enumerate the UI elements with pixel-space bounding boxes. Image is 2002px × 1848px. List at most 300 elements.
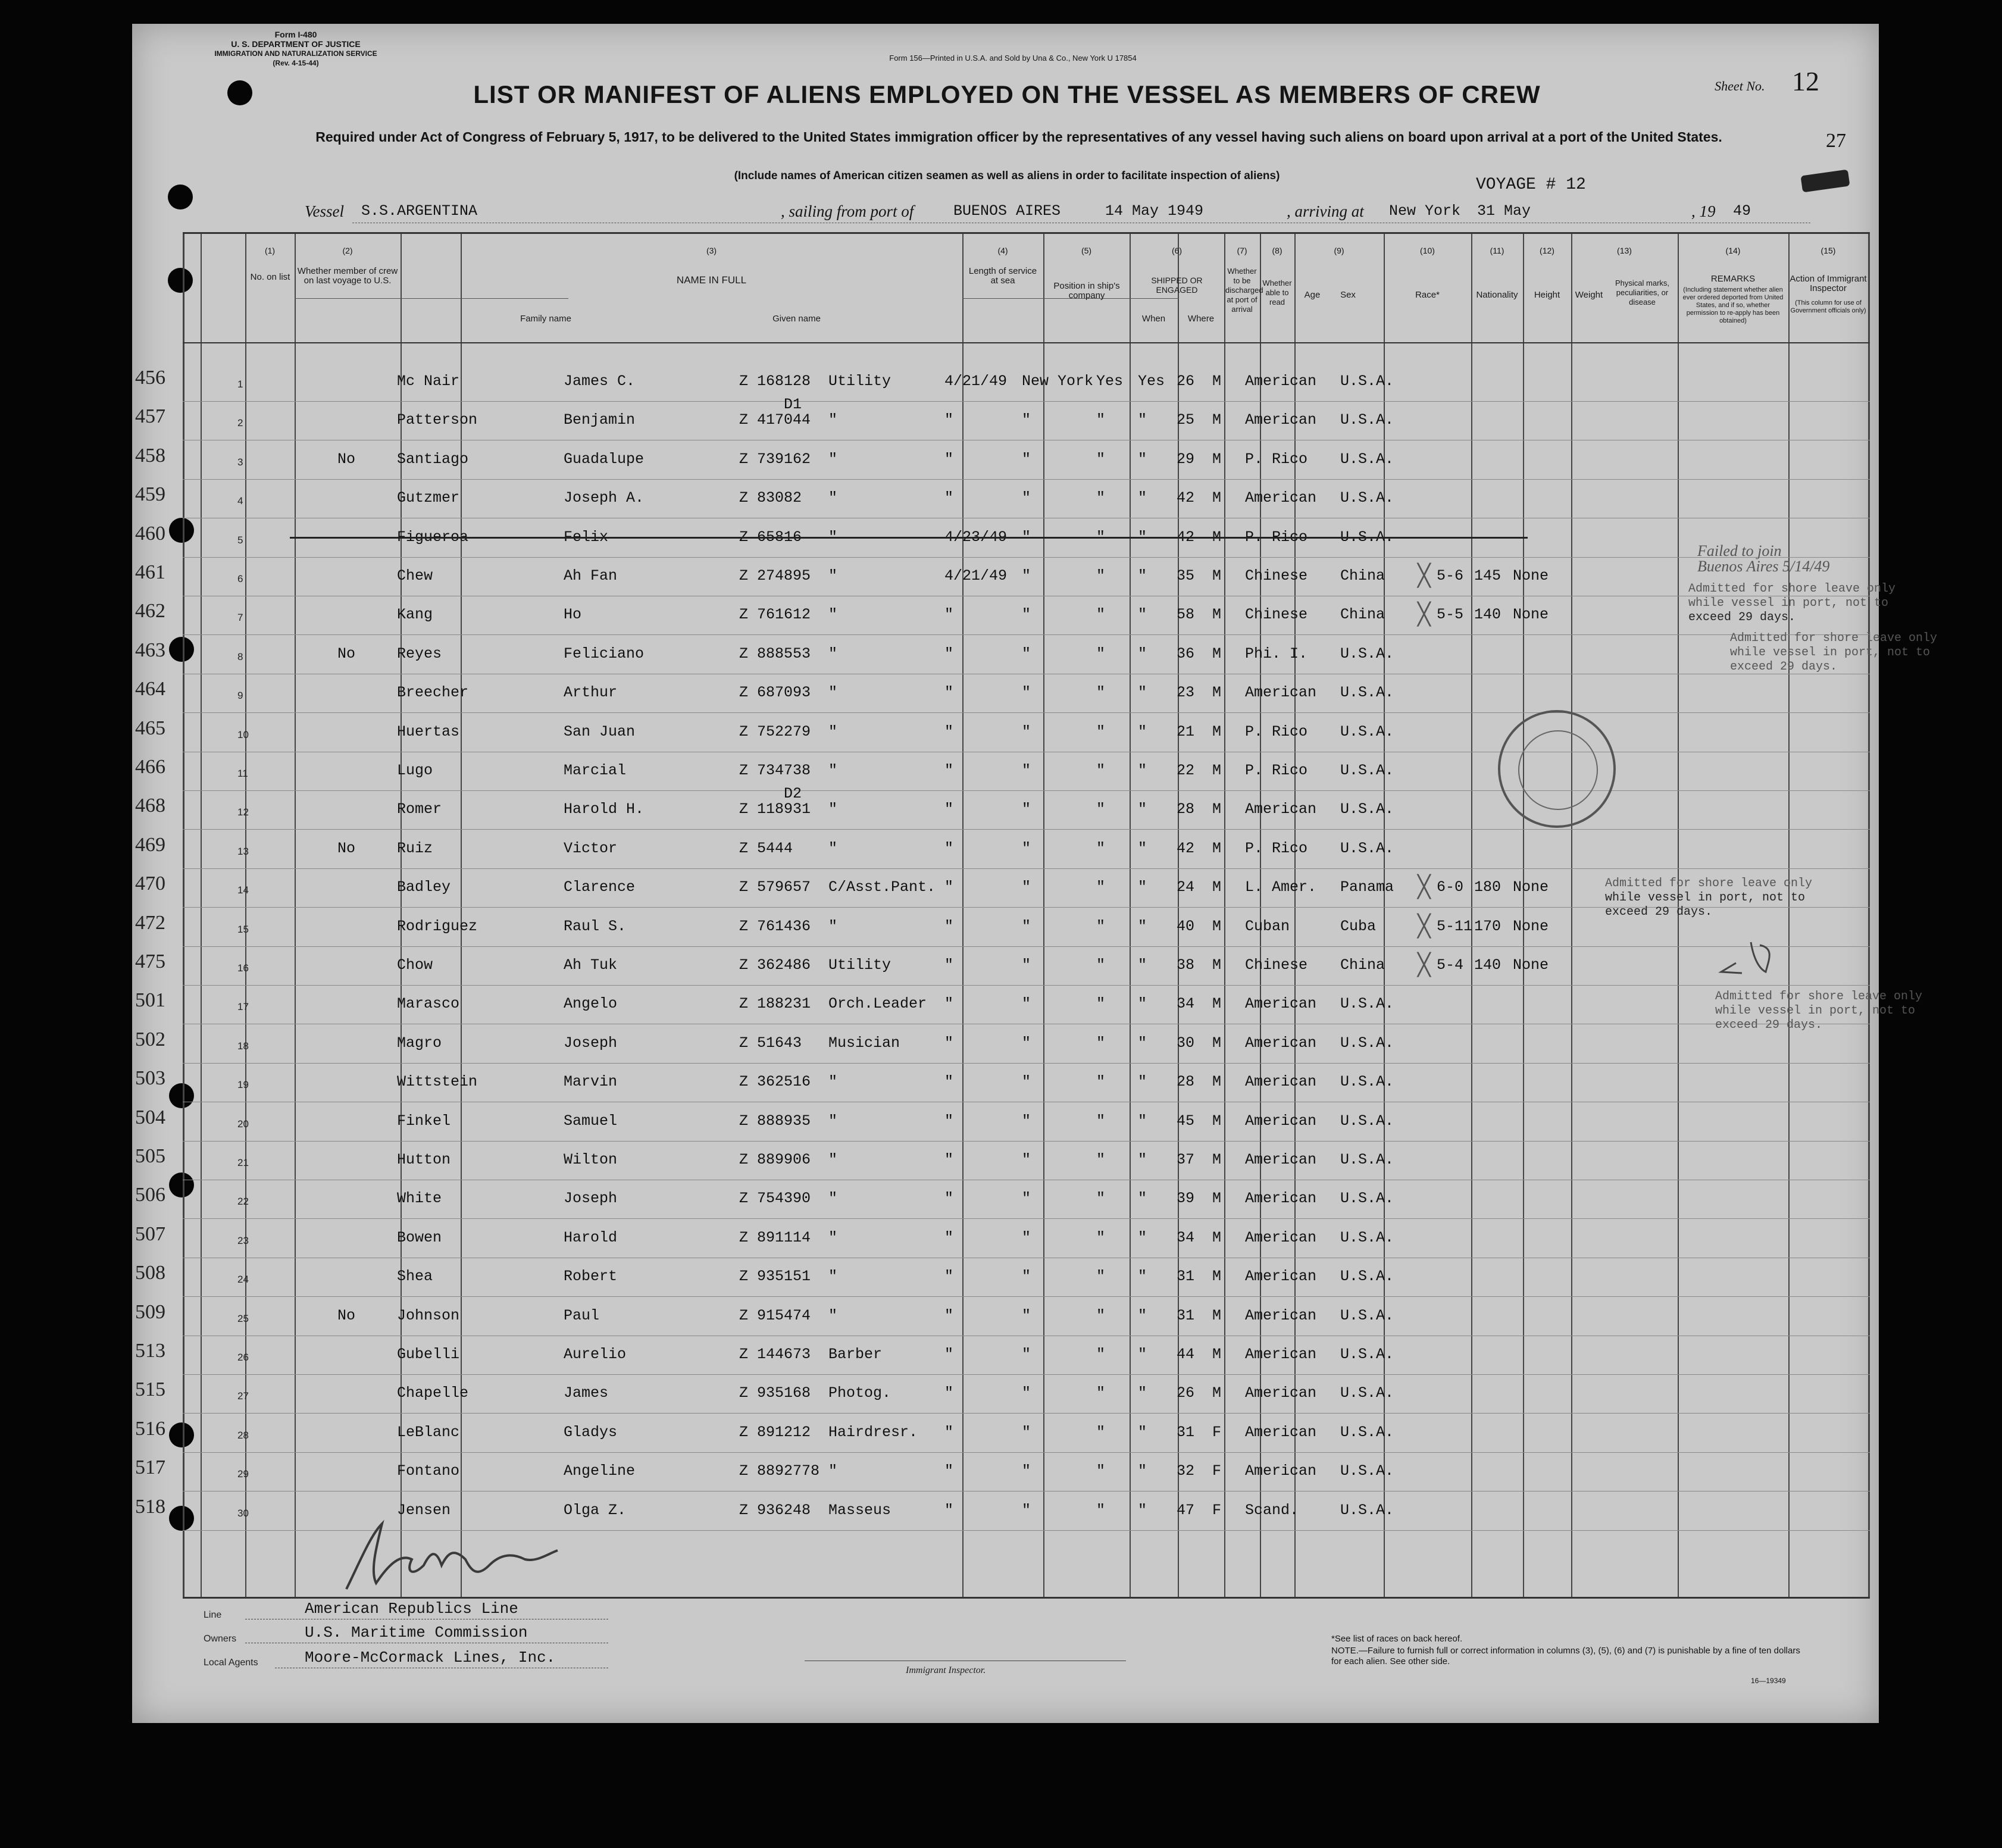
family-name-cell: Jensen [397, 1501, 451, 1519]
family-name-cell: Kang [397, 606, 433, 624]
sex-cell: M [1212, 1306, 1222, 1324]
row-number: 13 [237, 845, 249, 857]
age-cell: 34 [1177, 995, 1195, 1013]
shipped-where-cell: " [1022, 1034, 1031, 1052]
position-cell: " [828, 801, 838, 818]
shipped-when-cell: " [944, 411, 954, 429]
inspector-label: Immigrant Inspector. [906, 1665, 986, 1675]
height-cell: 6-0 [1437, 878, 1464, 896]
shipped-when-cell: " [944, 1268, 954, 1286]
service-note: D1 [784, 396, 802, 414]
position-cell: " [828, 684, 838, 702]
shipped-where-cell: " [1022, 1073, 1031, 1091]
able-read-cell: " [1138, 450, 1147, 468]
family-name-cell: Mc Nair [397, 373, 460, 390]
position-cell: " [828, 606, 838, 624]
row-number: 26 [237, 1352, 249, 1363]
weight-cell: 140 [1474, 956, 1502, 974]
family-name-cell: Finkel [397, 1112, 451, 1130]
age-cell: 42 [1177, 489, 1195, 507]
sex-cell: M [1212, 1073, 1222, 1091]
shipped-when-cell: " [944, 1306, 954, 1324]
discharged-cell: " [1096, 1346, 1106, 1363]
row-number: 14 [237, 884, 249, 896]
line-number: 468 [135, 795, 165, 817]
manifest-page [132, 24, 1938, 1723]
remark-line: Admitted for shore leave only [1730, 631, 1938, 645]
race-cell: P. Rico [1245, 450, 1308, 468]
race-cell: Cuban [1245, 917, 1290, 935]
shipped-when-cell: " [944, 1034, 954, 1052]
service-cell: Z 754390 [739, 1190, 811, 1208]
row-number: 4 [237, 495, 243, 507]
row-number: 6 [237, 573, 243, 584]
service-cell: Z 936248 [739, 1501, 811, 1519]
service-cell: Z 51643 [739, 1034, 802, 1052]
family-name-cell: Gubelli [397, 1346, 460, 1363]
sex-cell: M [1212, 839, 1222, 857]
position-cell: Photog. [828, 1384, 891, 1402]
shipped-where-cell: " [1022, 1501, 1031, 1519]
age-cell: 39 [1177, 1190, 1195, 1208]
position-cell: " [828, 1151, 838, 1168]
nationality-cell: U.S.A. [1340, 995, 1394, 1013]
position-cell: " [828, 1306, 838, 1324]
arriving-port: New York [1389, 202, 1461, 220]
discharged-cell: " [1096, 762, 1106, 779]
col-num: (1) [264, 246, 276, 255]
family-name-cell: Patterson [397, 411, 478, 429]
nationality-cell: U.S.A. [1340, 450, 1394, 468]
height-cell: 5-4 [1437, 956, 1464, 974]
given-name-cell: Olga Z. [564, 1501, 627, 1519]
given-name-cell: Marcial [564, 762, 627, 779]
nationality-cell: U.S.A. [1340, 1228, 1394, 1246]
nationality-cell: U.S.A. [1340, 1306, 1394, 1324]
line-number: 458 [135, 444, 165, 467]
position-cell: " [828, 645, 838, 662]
row-number: 15 [237, 923, 249, 935]
family-name-cell: Figueroa [397, 528, 469, 546]
service-cell: Z 417044 [739, 411, 811, 429]
col-position: Position in ship's company [1053, 281, 1120, 301]
shipped-where-cell: " [1022, 878, 1031, 896]
shipped-when-cell: " [944, 956, 954, 974]
row-number: 22 [237, 1196, 249, 1208]
shipped-when-cell: " [944, 1346, 954, 1363]
given-name-cell: San Juan [564, 723, 636, 740]
given-name-cell: Feliciano [564, 645, 645, 662]
weight-cell: 170 [1474, 917, 1502, 935]
family-name-cell: Huertas [397, 723, 460, 740]
race-cell: American [1245, 1384, 1317, 1402]
able-read-cell: " [1138, 645, 1147, 662]
race-cell: American [1245, 1346, 1317, 1363]
able-read-cell: " [1138, 1112, 1147, 1130]
marks-cell: None [1513, 956, 1549, 974]
nationality-cell: U.S.A. [1340, 373, 1394, 390]
race-cell: American [1245, 489, 1317, 507]
family-name-cell: LeBlanc [397, 1423, 460, 1441]
age-cell: 34 [1177, 1228, 1195, 1246]
nationality-cell: U.S.A. [1340, 1112, 1394, 1130]
remark-line: while vessel in port, not to [1688, 596, 1889, 610]
shipped-when-cell: " [944, 995, 954, 1013]
line-number: 513 [135, 1340, 165, 1362]
arriving-label: , arriving at [1287, 202, 1364, 220]
weight-cell: 180 [1474, 878, 1502, 896]
position-cell: " [828, 1112, 838, 1130]
discharged-cell: " [1096, 1306, 1106, 1324]
given-name-cell: Wilton [564, 1151, 618, 1168]
family-name-cell: Reyes [397, 645, 442, 662]
race-cell: American [1245, 373, 1317, 390]
nationality-cell: U.S.A. [1340, 762, 1394, 779]
able-read-cell: " [1138, 684, 1147, 702]
service-cell: Z 65816 [739, 528, 802, 546]
family-name-cell: Magro [397, 1034, 442, 1052]
line-number: 475 [135, 950, 165, 973]
nationality-cell: Panama [1340, 878, 1394, 896]
able-read-cell: " [1138, 1384, 1147, 1402]
position-cell: Utility [828, 373, 891, 390]
line-number: 501 [135, 989, 165, 1012]
shipped-when-cell: " [944, 1112, 954, 1130]
line-number: 502 [135, 1028, 165, 1050]
nationality-cell: U.S.A. [1340, 1190, 1394, 1208]
position-cell: " [828, 528, 838, 546]
form-id-block [183, 30, 409, 68]
sex-cell: M [1212, 606, 1222, 624]
given-name-cell: Samuel [564, 1112, 618, 1130]
nationality-cell: U.S.A. [1340, 839, 1394, 857]
col-num: (7) [1237, 246, 1247, 255]
nationality-cell: U.S.A. [1340, 528, 1394, 546]
line-number: 466 [135, 756, 165, 778]
sex-cell: M [1212, 1384, 1222, 1402]
remark-line: Admitted for shore leave only [1605, 877, 1813, 890]
col-num: (10) [1420, 246, 1435, 255]
col-sex: Sex [1340, 290, 1356, 300]
race-cell: American [1245, 1151, 1317, 1168]
handwritten-remark [1697, 543, 1829, 574]
line-number: 503 [135, 1067, 165, 1090]
printer-note: Form 156—Printed in U.S.A. and Sold by Una & Co., New York U 17854 [889, 54, 1137, 62]
discharged-cell: " [1096, 1423, 1106, 1441]
punch-hole [168, 185, 193, 209]
col-weight: Weight [1575, 290, 1603, 300]
service-cell: Z 889906 [739, 1151, 811, 1168]
shipped-where-cell: " [1022, 839, 1031, 857]
check-mark-x: ╳ [1418, 604, 1431, 628]
given-name-cell: Harold [564, 1228, 618, 1246]
age-cell: 45 [1177, 1112, 1195, 1130]
row-number: 19 [237, 1079, 249, 1091]
age-cell: 21 [1177, 723, 1195, 740]
remark-line: while vessel in port, not to [1715, 1004, 1916, 1018]
age-cell: 58 [1177, 606, 1195, 624]
given-name-cell: Robert [564, 1268, 618, 1286]
row-number: 17 [237, 1001, 249, 1013]
remark-line: Admitted for shore leave only [1715, 990, 1923, 1003]
family-name-cell: Ruiz [397, 839, 433, 857]
line-number: 470 [135, 873, 165, 895]
family-name-cell: Hutton [397, 1151, 451, 1168]
age-cell: 31 [1177, 1423, 1195, 1441]
line-number: 472 [135, 911, 165, 934]
able-read-cell: " [1138, 762, 1147, 779]
col-able-read: Whether able to read [1262, 279, 1292, 307]
position-cell: " [828, 762, 838, 779]
position-cell: " [828, 1462, 838, 1480]
marks-cell: None [1513, 606, 1549, 624]
service-cell: Z 144673 [739, 1346, 811, 1363]
manifest-table [135, 232, 1938, 1599]
service-cell: Z 761612 [739, 606, 811, 624]
service-cell: Z 8892778 [739, 1462, 820, 1480]
row-number: 5 [237, 534, 243, 546]
remark-stamp [1605, 877, 1812, 920]
race-cell: Chinese [1245, 567, 1308, 584]
col-service-length: Length of service at sea [968, 266, 1037, 286]
footer-line-value: American Republics Line [305, 1600, 518, 1618]
sailing-label: , sailing from port of [781, 202, 914, 220]
race-cell: American [1245, 1268, 1317, 1286]
remark-line: while vessel in port, not to [1605, 891, 1806, 905]
consulate-seal [1498, 710, 1616, 828]
nationality-cell: U.S.A. [1340, 489, 1394, 507]
col-age: Age [1304, 290, 1321, 300]
department: U. S. DEPARTMENT OF JUSTICE [231, 39, 361, 49]
age-cell: 26 [1177, 1384, 1195, 1402]
given-name-cell: Joseph A. [564, 489, 645, 507]
year-prefix: , 19 [1691, 202, 1716, 220]
row-number: 16 [237, 962, 249, 974]
sailing-date: 14 May 1949 [1105, 202, 1204, 220]
sheet-label: Sheet No. [1715, 79, 1765, 93]
discharged-cell: " [1096, 1073, 1106, 1091]
col-nationality: Nationality [1476, 290, 1518, 300]
nationality-cell: U.S.A. [1340, 1034, 1394, 1052]
position-cell: " [828, 567, 838, 584]
line-number: 507 [135, 1222, 165, 1245]
shipped-where-cell: " [1022, 1306, 1031, 1324]
row-number: 3 [237, 456, 243, 468]
row-number: 10 [237, 728, 249, 740]
shipped-where-cell: " [1022, 1462, 1031, 1480]
discharged-cell: " [1096, 1462, 1106, 1480]
nationality-cell: Cuba [1340, 917, 1377, 935]
check-mark-x: ╳ [1418, 954, 1431, 978]
age-cell: 36 [1177, 645, 1195, 662]
shipped-when-cell: " [944, 839, 954, 857]
sex-cell: M [1212, 1112, 1222, 1130]
col-remarks: REMARKS [1710, 274, 1756, 284]
shipped-where-cell: " [1022, 411, 1031, 429]
service-cell: Z 5444 [739, 839, 793, 857]
given-name-cell: Gladys [564, 1423, 618, 1441]
given-name-cell: Joseph [564, 1190, 618, 1208]
line-number: 463 [135, 639, 165, 661]
line-number: 515 [135, 1378, 165, 1401]
shipped-when-cell: " [944, 917, 954, 935]
race-cell: American [1245, 1423, 1317, 1441]
position-cell: " [828, 839, 838, 857]
col-name-in-full: NAME IN FULL [676, 274, 747, 286]
age-cell: 47 [1177, 1501, 1195, 1519]
form-id: Form I-480 [274, 30, 317, 39]
sex-cell: M [1212, 1228, 1222, 1246]
remark-line: exceed 29 days. [1715, 1018, 1823, 1032]
shipped-when-cell: " [944, 723, 954, 740]
last-voyage-cell: No [337, 450, 356, 468]
service: IMMIGRATION AND NATURALIZATION SERVICE [214, 49, 377, 58]
remark-line: exceed 29 days. [1605, 905, 1713, 919]
nationality-cell: U.S.A. [1340, 801, 1394, 818]
nationality-cell: U.S.A. [1340, 1501, 1394, 1519]
voyage-number: VOYAGE # 12 [1476, 176, 1586, 194]
nationality-cell: China [1340, 606, 1385, 624]
service-cell: Z 935151 [739, 1268, 811, 1286]
family-name-cell: Chew [397, 567, 433, 584]
remark-line: Admitted for shore leave only [1688, 582, 1896, 596]
sex-cell: F [1212, 1501, 1222, 1519]
race-cell: P. Rico [1245, 528, 1308, 546]
age-cell: 42 [1177, 839, 1195, 857]
able-read-cell: " [1138, 1190, 1147, 1208]
discharged-cell: " [1096, 956, 1106, 974]
col-num: (8) [1272, 246, 1282, 255]
nationality-cell: China [1340, 567, 1385, 584]
service-cell: Z 274895 [739, 567, 811, 584]
family-name-cell: Shea [397, 1268, 433, 1286]
family-name-cell: Wittstein [397, 1073, 478, 1091]
service-cell: Z 915474 [739, 1306, 811, 1324]
line-number: 509 [135, 1300, 165, 1323]
row-number: 9 [237, 690, 243, 702]
given-name-cell: Ho [564, 606, 582, 624]
age-cell: 31 [1177, 1306, 1195, 1324]
sex-cell: M [1212, 1034, 1222, 1052]
shipped-where-cell: " [1022, 606, 1031, 624]
nationality-cell: U.S.A. [1340, 1268, 1394, 1286]
shipped-where-cell: New York [1022, 373, 1094, 390]
able-read-cell: " [1138, 1306, 1147, 1324]
shipped-where-cell: " [1022, 917, 1031, 935]
family-name-cell: White [397, 1190, 442, 1208]
col-num: (3) [706, 246, 717, 255]
col-num: (14) [1725, 246, 1741, 255]
nationality-cell: U.S.A. [1340, 684, 1394, 702]
discharged-cell: " [1096, 606, 1106, 624]
row-number: 2 [237, 417, 243, 429]
given-name-cell: Clarence [564, 878, 636, 896]
remark-stamp [1688, 582, 1895, 625]
position-cell: " [828, 489, 838, 507]
shipped-when-cell: " [944, 1462, 954, 1480]
able-read-cell: " [1138, 1346, 1147, 1363]
col-num: (9) [1334, 246, 1344, 255]
given-name-cell: Benjamin [564, 411, 636, 429]
footer-owners-label: Owners [204, 1634, 237, 1644]
col-num: (11) [1490, 246, 1504, 255]
able-read-cell: " [1138, 411, 1147, 429]
line-number: 465 [135, 717, 165, 739]
age-cell: 22 [1177, 762, 1195, 779]
row-number: 25 [237, 1312, 249, 1324]
service-cell: Z 891212 [739, 1423, 811, 1441]
position-cell: " [828, 1073, 838, 1091]
age-cell: 40 [1177, 917, 1195, 935]
race-cell: American [1245, 995, 1317, 1013]
given-name-cell: Victor [564, 839, 618, 857]
discharged-cell: " [1096, 1190, 1106, 1208]
discharged-cell: " [1096, 489, 1106, 507]
sailing-port: BUENOS AIRES [953, 202, 1061, 220]
given-name-cell: Arthur [564, 684, 618, 702]
line-number: 508 [135, 1262, 165, 1284]
able-read-cell: " [1138, 917, 1147, 935]
race-cell: Scand. [1245, 1501, 1299, 1519]
handwritten-failed: Failed to join [1697, 542, 1782, 559]
given-name-cell: Raul S. [564, 917, 627, 935]
nationality-cell: U.S.A. [1340, 1346, 1394, 1363]
col-shipped: SHIPPED OR ENGAGED [1151, 276, 1203, 295]
shipped-when-cell: " [944, 1073, 954, 1091]
line-number: 456 [135, 367, 165, 389]
service-cell: Z 888935 [739, 1112, 811, 1130]
shipped-when-cell: " [944, 801, 954, 818]
shipped-where-cell: " [1022, 995, 1031, 1013]
row-number: 24 [237, 1274, 249, 1286]
age-cell: 26 [1177, 373, 1195, 390]
service-cell: Z 935168 [739, 1384, 811, 1402]
sex-cell: M [1212, 373, 1222, 390]
given-name-cell: Felix [564, 528, 609, 546]
arrival-year: 49 [1733, 202, 1751, 220]
service-cell: Z 362486 [739, 956, 811, 974]
discharged-cell: " [1096, 645, 1106, 662]
able-read-cell: " [1138, 489, 1147, 507]
shipped-when-cell: " [944, 1190, 954, 1208]
family-name-cell: Rodriguez [397, 917, 478, 935]
race-cell: P. Rico [1245, 762, 1308, 779]
shipped-where-cell: " [1022, 723, 1031, 740]
age-cell: 28 [1177, 1073, 1195, 1091]
sex-cell: M [1212, 450, 1222, 468]
service-cell: Z 752279 [739, 723, 811, 740]
able-read-cell: " [1138, 956, 1147, 974]
footer-line-label: Line [204, 1610, 222, 1620]
page-corner-number: 27 [1826, 130, 1846, 152]
nationality-cell: U.S.A. [1340, 1073, 1394, 1091]
nationality-cell: China [1340, 956, 1385, 974]
able-read-cell: " [1138, 1151, 1147, 1168]
height-cell: 5-11 [1437, 917, 1473, 935]
row-number: 1 [237, 379, 243, 390]
race-cell: American [1245, 1306, 1317, 1324]
shipped-when-cell: " [944, 878, 954, 896]
discharged-cell: Yes [1096, 373, 1124, 390]
age-cell: 25 [1177, 411, 1195, 429]
col-given-name: Given name [772, 314, 821, 324]
discharged-cell: " [1096, 878, 1106, 896]
shipped-when-cell: " [944, 1228, 954, 1246]
row-number: 30 [237, 1507, 249, 1519]
sex-cell: M [1212, 956, 1222, 974]
remark-stamp [1715, 990, 1922, 1033]
sex-cell: M [1212, 567, 1222, 584]
